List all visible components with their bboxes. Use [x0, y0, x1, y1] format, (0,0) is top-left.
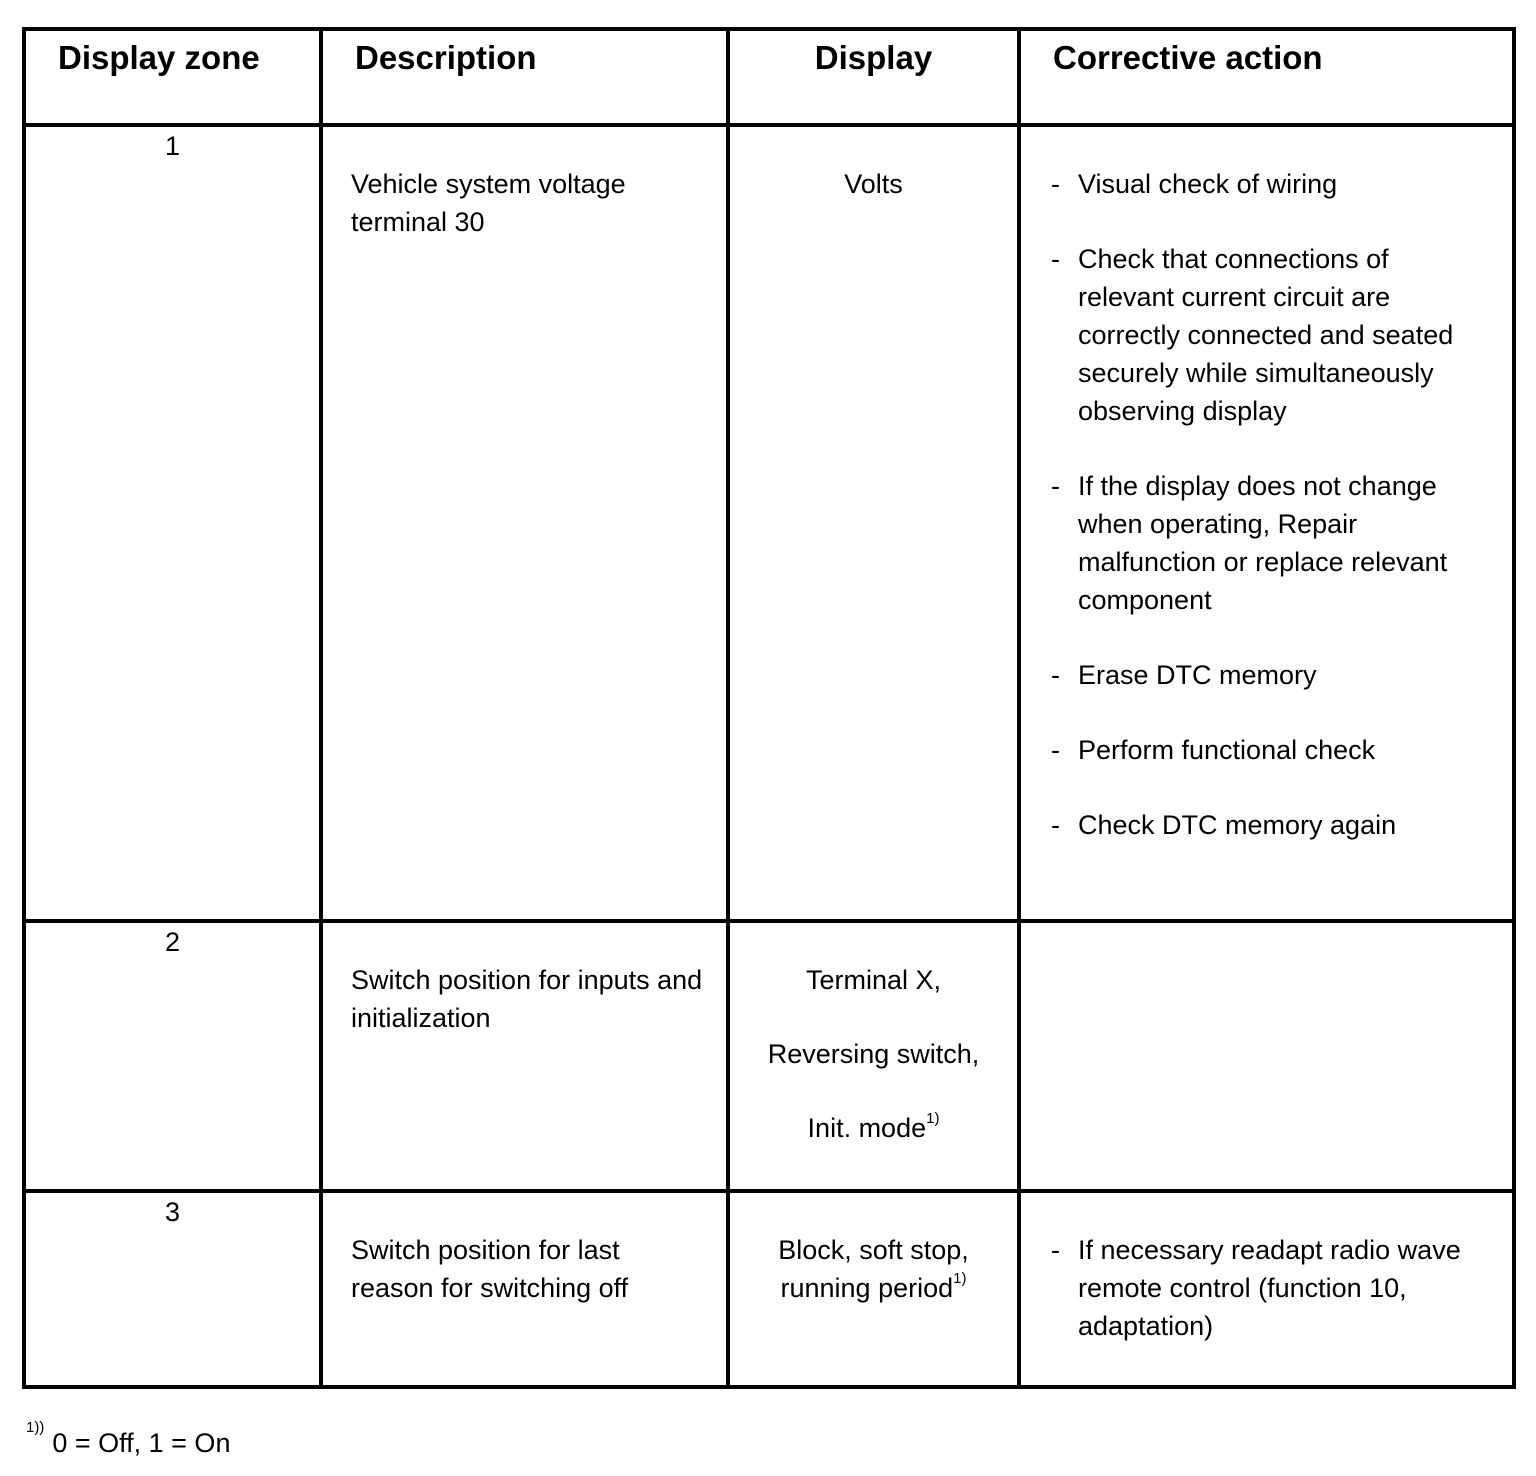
corrective-action-cell [1019, 921, 1514, 1191]
zone-cell: 1 [24, 125, 321, 921]
action-item: - Visual check of wiring [1051, 169, 1338, 199]
display-cell [728, 921, 1019, 1191]
display-value: Terminal X, [805, 965, 942, 995]
display-value: Init. mode$^{1)}$ [807, 1110, 940, 1143]
description-cell: Switch position for inputs and initialization [321, 921, 728, 1191]
description-cell: Vehicle system voltage terminal 30 [321, 125, 728, 921]
zone-cell: 2 [24, 921, 321, 1191]
table-row [24, 921, 1514, 1191]
action-item: - Perform functional check [1051, 735, 1376, 765]
corrective-action-cell [1019, 125, 1514, 921]
corrective-action-table [22, 27, 1516, 1389]
action-item: - If necessary readapt radio wave remote control (function 10, adaptation) [1051, 1235, 1461, 1341]
footnote [26, 1419, 231, 1462]
footnote-ref: 1) [953, 1270, 967, 1287]
header-display: Display [728, 29, 1019, 125]
header-display-zone: Display zone [24, 29, 321, 125]
header-description: Description [321, 29, 728, 125]
display-value: running period$^{1)}$ [780, 1270, 967, 1303]
action-item: - Erase DTC memory [1051, 660, 1317, 690]
action-item: - Check that connections of relevant current circuit are correctly connected and seated securely while simultaneously observing display [1051, 244, 1454, 426]
description-cell: Switch position for last reason for switching off [321, 1191, 728, 1387]
table-header-row [24, 29, 1514, 125]
display-cell [728, 1191, 1019, 1387]
display-value: Volts [844, 169, 903, 199]
footnote-marker: 1)) [26, 1419, 45, 1436]
header-corrective-action: Corrective action [1019, 29, 1514, 125]
table-row [24, 1191, 1514, 1387]
footnote-text: 0 = Off, 1 = On [52, 1428, 231, 1458]
display-value: Block, soft stop, [778, 1235, 969, 1265]
corrective-action-cell [1019, 1191, 1514, 1387]
table-row [24, 125, 1514, 921]
action-item: - If the display does not change when operating, Repair malfunction or replace relevant component [1051, 471, 1448, 615]
footnote-ref: 1) [926, 1110, 940, 1127]
zone-cell: 3 [24, 1191, 321, 1387]
display-cell [728, 125, 1019, 921]
action-item: - Check DTC memory again [1051, 810, 1397, 840]
display-value: Reversing switch, [767, 1039, 980, 1069]
